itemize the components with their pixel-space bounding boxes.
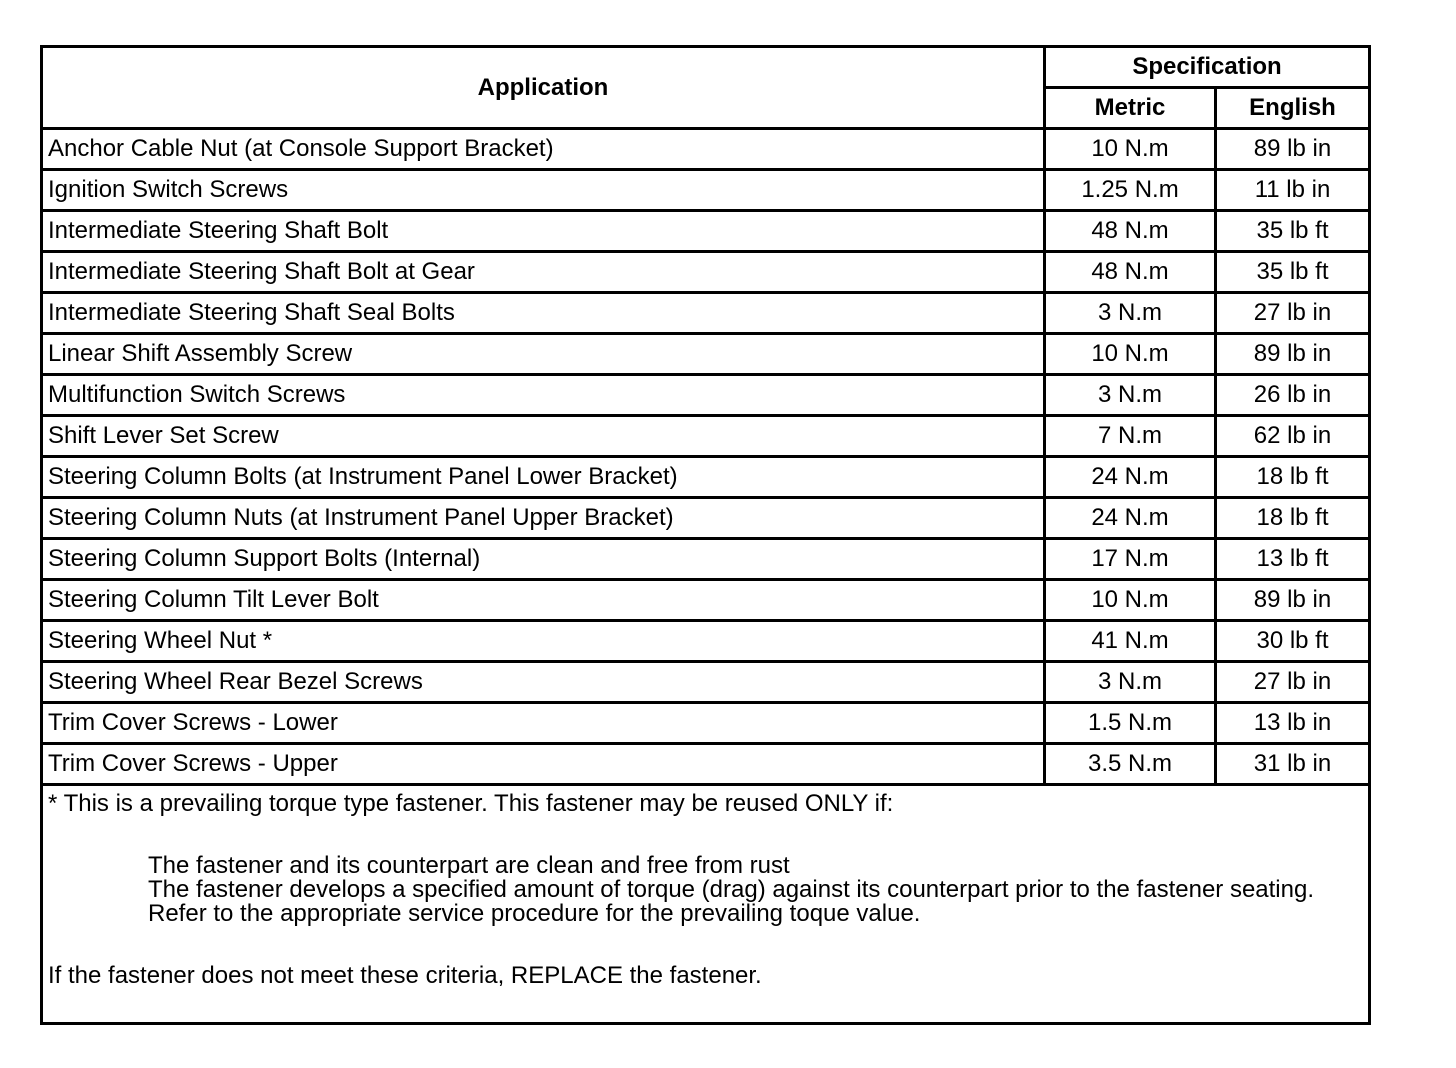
application-cell: Trim Cover Screws - Lower (42, 703, 1045, 744)
footnote (42, 785, 1370, 1024)
table-row (42, 662, 1370, 703)
metric-cell: 10 N.m (1045, 129, 1216, 170)
english-cell: 13 lb ft (1216, 539, 1370, 580)
metric-header: Metric (1045, 88, 1216, 129)
table-row (42, 129, 1370, 170)
application-cell: Steering Column Support Bolts (Internal) (42, 539, 1045, 580)
application-cell: Intermediate Steering Shaft Seal Bolts (42, 293, 1045, 334)
table-row (42, 252, 1370, 293)
table-row (42, 539, 1370, 580)
application-cell: Intermediate Steering Shaft Bolt (42, 211, 1045, 252)
footnote-condition: The fastener develops a specified amount of torque (drag) against its counterpart prior to the fastener seating. (148, 876, 1315, 903)
english-cell: 13 lb in (1216, 703, 1370, 744)
english-cell: 11 lb in (1216, 170, 1370, 211)
english-cell: 18 lb ft (1216, 457, 1370, 498)
footnote-condition: The fastener and its counterpart are clean and free from rust (148, 852, 790, 879)
application-cell: Intermediate Steering Shaft Bolt at Gear (42, 252, 1045, 293)
application-cell: Multifunction Switch Screws (42, 375, 1045, 416)
metric-cell: 3 N.m (1045, 293, 1216, 334)
english-header: English (1216, 88, 1370, 129)
application-cell: Steering Column Bolts (at Instrument Panel Lower Bracket) (42, 457, 1045, 498)
metric-cell: 24 N.m (1045, 457, 1216, 498)
english-cell: 27 lb in (1216, 662, 1370, 703)
footnote-condition: Refer to the appropriate service procedure for the prevailing toque value. (148, 900, 921, 927)
table-row (42, 580, 1370, 621)
metric-cell: 24 N.m (1045, 498, 1216, 539)
application-cell: Anchor Cable Nut (at Console Support Bracket) (42, 129, 1045, 170)
application-cell: Steering Column Nuts (at Instrument Panel Upper Bracket) (42, 498, 1045, 539)
table-row (42, 703, 1370, 744)
metric-cell: 10 N.m (1045, 334, 1216, 375)
english-cell: 35 lb ft (1216, 211, 1370, 252)
english-cell: 31 lb in (1216, 744, 1370, 785)
table-row (42, 170, 1370, 211)
application-cell: Shift Lever Set Screw (42, 416, 1045, 457)
metric-cell: 3 N.m (1045, 662, 1216, 703)
english-cell: 62 lb in (1216, 416, 1370, 457)
table-row (42, 498, 1370, 539)
metric-cell: 1.25 N.m (1045, 170, 1216, 211)
metric-cell: 1.5 N.m (1045, 703, 1216, 744)
table-row (42, 621, 1370, 662)
english-cell: 89 lb in (1216, 129, 1370, 170)
table-body (42, 129, 1370, 785)
application-cell: Steering Wheel Rear Bezel Screws (42, 662, 1045, 703)
metric-cell: 41 N.m (1045, 621, 1216, 662)
metric-cell: 3.5 N.m (1045, 744, 1216, 785)
metric-cell: 7 N.m (1045, 416, 1216, 457)
table-row (42, 457, 1370, 498)
table-row (42, 211, 1370, 252)
table-row (42, 293, 1370, 334)
application-cell: Linear Shift Assembly Screw (42, 334, 1045, 375)
application-cell: Steering Wheel Nut * (42, 621, 1045, 662)
english-cell: 35 lb ft (1216, 252, 1370, 293)
english-cell: 89 lb in (1216, 580, 1370, 621)
metric-cell: 3 N.m (1045, 375, 1216, 416)
footnote-conditions (148, 854, 1364, 926)
english-cell: 30 lb ft (1216, 621, 1370, 662)
application-header: Application (42, 47, 1045, 129)
footnote-intro: * This is a prevailing torque type fastener. This fastener may be reused ONLY if: (48, 790, 894, 817)
english-cell: 27 lb in (1216, 293, 1370, 334)
metric-cell: 17 N.m (1045, 539, 1216, 580)
english-cell: 26 lb in (1216, 375, 1370, 416)
application-cell: Steering Column Tilt Lever Bolt (42, 580, 1045, 621)
table-row (42, 334, 1370, 375)
torque-spec-table (40, 45, 1371, 1025)
english-cell: 89 lb in (1216, 334, 1370, 375)
application-cell: Ignition Switch Screws (42, 170, 1045, 211)
english-cell: 18 lb ft (1216, 498, 1370, 539)
application-cell: Trim Cover Screws - Upper (42, 744, 1045, 785)
metric-cell: 48 N.m (1045, 211, 1216, 252)
table-row (42, 375, 1370, 416)
metric-cell: 48 N.m (1045, 252, 1216, 293)
metric-cell: 10 N.m (1045, 580, 1216, 621)
specification-header: Specification (1045, 47, 1370, 88)
footnote-outro: If the fastener does not meet these criteria, REPLACE the fastener. (48, 962, 762, 989)
table-row (42, 744, 1370, 785)
table-row (42, 416, 1370, 457)
